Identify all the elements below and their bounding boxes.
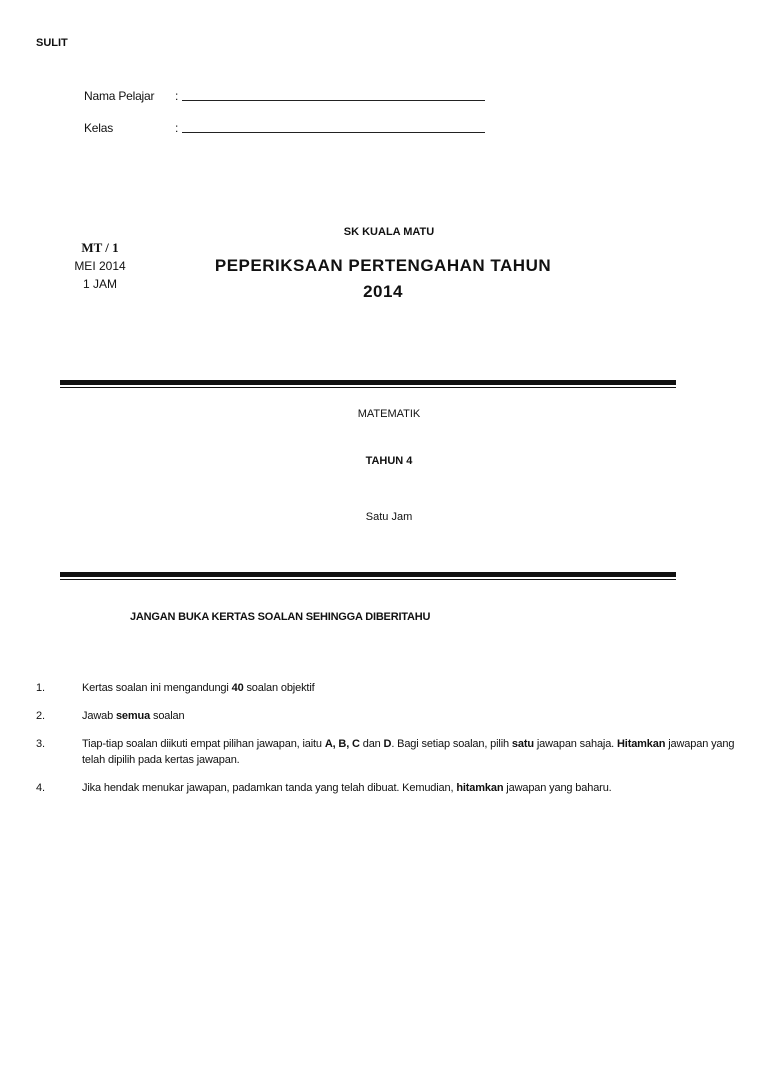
top-divider-thick [60,380,676,385]
instructions-list [36,680,736,808]
paper-duration: 1 JAM [82,277,117,291]
classification-label: SULIT [36,37,68,49]
bottom-divider [60,572,676,580]
exam-title-year: 2014 [363,282,403,301]
student-name-label: Nama Pelajar [84,89,155,103]
instruction-item-4 [36,780,736,796]
instruction-number: 3. [36,738,45,750]
subject-name: MATEMATIK [357,408,421,420]
instruction-text: Kertas soalan ini mengandungi 40 soalan objektif [82,682,315,694]
instruction-text: Tiap-tiap soalan diikuti empat pilihan jawapan, iaitu A, B, C dan D. Bagi setiap soalan, pilih satu jawapan sahaja. Hitamkan jawapan yang telah dipilih pada kertas jawapan. [82,738,735,766]
exam-title [170,253,596,305]
class-separator: : [175,121,179,135]
warning-notice: JANGAN BUKA KERTAS SOALAN SEHINGGA DIBERITAHU [130,611,431,623]
instruction-number: 4. [36,782,45,794]
paper-date: MEI 2014 [74,259,126,273]
instruction-number: 1. [36,682,45,694]
subject-year: TAHUN 4 [365,455,413,467]
instruction-text: Jika hendak menukar jawapan, padamkan tanda yang telah dibuat. Kemudian, hitamkan jawapan yang baharu. [82,782,612,794]
bottom-divider-thick [60,572,676,577]
instruction-item-2 [36,708,736,724]
top-divider [60,380,676,388]
top-divider-thin [60,387,676,388]
class-field[interactable] [175,121,485,135]
name-blank-line [182,99,485,101]
class-label: Kelas [84,121,114,135]
instruction-item-1 [36,680,736,696]
instruction-text: Jawab semua soalan [82,710,185,722]
school-name: SK KUALA MATU [343,226,435,238]
student-name-field[interactable] [175,89,485,103]
subject-duration: Satu Jam [365,511,413,523]
paper-code: MT / 1 [81,240,119,255]
name-separator: : [175,89,179,103]
class-blank-line [182,131,485,133]
bottom-divider-thin [60,579,676,580]
exam-title-line1: PEPERIKSAAN PERTENGAHAN TAHUN [214,256,552,275]
instruction-item-3 [36,736,736,768]
instruction-number: 2. [36,710,45,722]
